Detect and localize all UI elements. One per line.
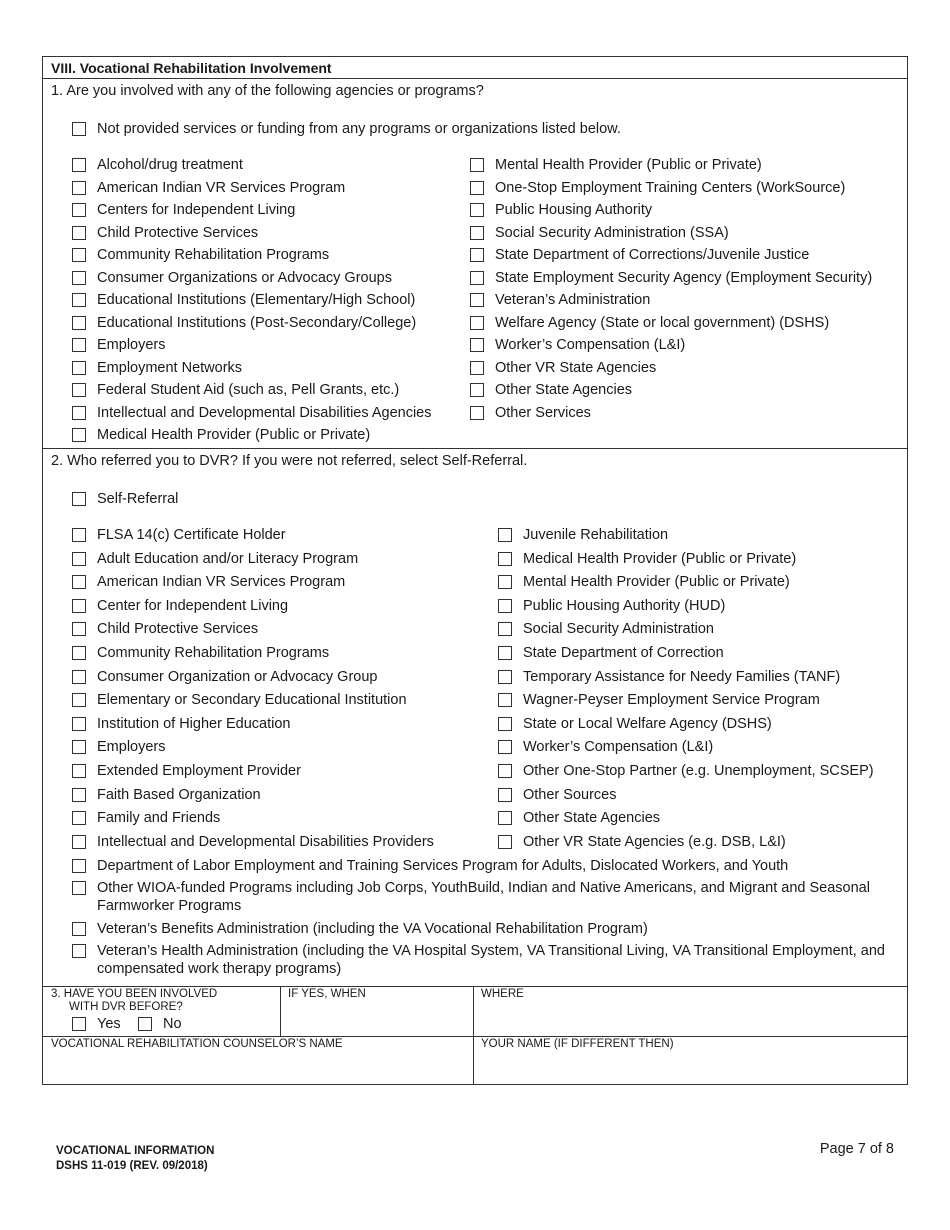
checkbox[interactable] — [72, 740, 86, 754]
checkbox[interactable] — [72, 922, 86, 936]
checkbox[interactable] — [498, 717, 512, 731]
checkbox[interactable] — [470, 158, 484, 172]
checkbox[interactable] — [72, 622, 86, 636]
checkbox[interactable] — [498, 764, 512, 778]
divider — [43, 986, 907, 987]
checkbox[interactable] — [498, 670, 512, 684]
checkbox[interactable] — [498, 575, 512, 589]
checkbox[interactable] — [470, 293, 484, 307]
checkbox[interactable] — [72, 1017, 86, 1031]
your-name-label: YOUR NAME (IF DIFFERENT THEN) — [481, 1038, 674, 1050]
checkbox[interactable] — [72, 248, 86, 262]
checkbox[interactable] — [72, 575, 86, 589]
q3-label: 3. HAVE YOU BEEN INVOLVED WITH DVR BEFORE? — [51, 988, 218, 1013]
checkbox[interactable] — [72, 944, 86, 958]
question-2: 2. Who referred you to DVR? If you were not referred, select Self-Referral. — [51, 453, 528, 469]
divider — [43, 448, 907, 449]
checkbox[interactable] — [72, 122, 86, 136]
checkbox[interactable] — [72, 552, 86, 566]
checkbox[interactable] — [72, 492, 86, 506]
checkbox[interactable] — [72, 428, 86, 442]
if-yes-when-label: IF YES, WHEN — [288, 988, 366, 1000]
checkbox[interactable] — [72, 670, 86, 684]
checkbox[interactable] — [470, 226, 484, 240]
checkbox[interactable] — [72, 717, 86, 731]
checkbox[interactable] — [72, 406, 86, 420]
counselor-name-field[interactable] — [47, 1053, 469, 1083]
checkbox[interactable] — [498, 788, 512, 802]
checkbox[interactable] — [498, 622, 512, 636]
where-field[interactable] — [476, 1003, 904, 1033]
checkbox[interactable] — [72, 693, 86, 707]
divider — [43, 1036, 907, 1037]
checkbox[interactable] — [470, 361, 484, 375]
checkbox[interactable] — [498, 528, 512, 542]
checkbox[interactable] — [72, 811, 86, 825]
checkbox[interactable] — [72, 158, 86, 172]
checkbox[interactable] — [72, 181, 86, 195]
checkbox[interactable] — [498, 646, 512, 660]
your-name-field[interactable] — [476, 1053, 904, 1083]
checkbox[interactable] — [72, 383, 86, 397]
checkbox[interactable] — [72, 764, 86, 778]
checkbox[interactable] — [470, 338, 484, 352]
checkbox[interactable] — [72, 293, 86, 307]
checkbox[interactable] — [470, 248, 484, 262]
checkbox[interactable] — [470, 271, 484, 285]
checkbox[interactable] — [72, 859, 86, 873]
checkbox[interactable] — [72, 528, 86, 542]
divider — [280, 986, 281, 1036]
checkbox[interactable] — [72, 338, 86, 352]
checkbox[interactable] — [498, 552, 512, 566]
checkbox[interactable] — [72, 226, 86, 240]
checkbox[interactable] — [72, 316, 86, 330]
checkbox[interactable] — [498, 740, 512, 754]
checkbox[interactable] — [470, 181, 484, 195]
where-label: WHERE — [481, 988, 524, 1000]
counselor-name-label: VOCATIONAL REHABILITATION COUNSELOR’S NAME — [51, 1038, 343, 1050]
checkbox[interactable] — [72, 203, 86, 217]
if-yes-when-field[interactable] — [283, 1003, 469, 1033]
checkbox[interactable] — [72, 361, 86, 375]
checkbox[interactable] — [72, 788, 86, 802]
divider — [43, 78, 907, 79]
checkbox[interactable] — [72, 881, 86, 895]
checkbox[interactable] — [470, 316, 484, 330]
checkbox[interactable] — [498, 835, 512, 849]
form-footer-id: VOCATIONAL INFORMATION DSHS 11-019 (REV. 09/2018) — [56, 1145, 215, 1172]
checkbox[interactable] — [72, 599, 86, 613]
checkbox[interactable] — [138, 1017, 152, 1031]
checkbox[interactable] — [72, 646, 86, 660]
checkbox[interactable] — [72, 271, 86, 285]
checkbox[interactable] — [470, 203, 484, 217]
checkbox[interactable] — [470, 383, 484, 397]
checkbox[interactable] — [498, 693, 512, 707]
checkbox[interactable] — [72, 835, 86, 849]
page-number: Page 7 of 8 — [819, 1141, 894, 1157]
checkbox[interactable] — [498, 811, 512, 825]
checkbox[interactable] — [498, 599, 512, 613]
vocational-rehabilitation-form: VIII. Vocational Rehabilitation Involvement 1. Are you involved with any of the following agencies or programs? Not provided services or funding from any programs or organizations listed below. Alcohol/drug treatment American Indian VR Services Program Centers for Independent Living Child Protective Services Community Rehabilitation Programs Consumer Organizations or Advocacy Groups Educational Institutions (Elementary/High School) Educational Institutions (Post-Secondary/College) Employers Employment Networks Federal Student Aid (such as, Pell Grants, etc.) Intellectual and Developmental Disabilities Agencies Medical Health Provider (Public or Private) Mental Health Provider (Public or Private) One-Stop Employment Training Centers (WorkSource) Public Housing Authority Social Security Administration (SSA) State Department of Corrections/Juvenile Justice State Employment Security Agency (Employment Security) Veteran’s Administration Welfare Agency (State or local government) (DSHS) Worker’s Compensation (L&I) Other VR State Agencies Other State Agencies Other Services 2. Who referred you to DVR? If you were not referred, select Self-Referral. Self-Referral FLSA 14(c) Certificate Holder Adult Education and/or Literacy Program American Indian VR Services Program Center for Independent Living Child Protective Services Community Rehabilitation Programs Consumer Organization or Advocacy Group Elementary or Secondary Educational Institution Institution of Higher Education Employers Extended Employment Provider Faith Based Organization Family and Friends Intellectual and Developmental Disabilities Providers Juvenile Rehabilitation Medical Health Provider (Public or Private) Mental Health Provider (Public or Private) Public Housing Authority (HUD) Social Security Administration State Department of Correction Temporary Assistance for Needy Families (TANF) Wagner-Peyser Employment Service Program State or Local Welfare Agency (DSHS) Worker’s Compensation (L&I) Other One-Stop Partner (e.g. Unemployment, SCSEP) Other Sources Other State Agencies Other VR State Agencies (e.g. DSB, L&I) Department of Labor Employment and Training Services Program for Adults, Dislocated Workers, and Youth Other WIOA-funded Programs including Job Corps, YouthBuild, Indian and Native Americans, and Migrant and Seasonal Farmworker Programs Veteran’s Benefits Administration (including the VA Vocational Rehabilitation Program) Veteran’s Health Administration (including the VA Hospital System, VA Transitional Living, VA Transitional Employment, and compensated work therapy programs) 3. HAVE YOU BEEN INVOLVED WITH DVR BEFORE? Yes No IF YES, WHEN WHERE VOCATIONAL REHABILITATION COUNSELOR’S NAME YOUR NAME (IF DIFFERENT THEN) — [42, 56, 908, 1085]
checkbox[interactable] — [470, 406, 484, 420]
question-1: 1. Are you involved with any of the following agencies or programs? — [51, 83, 484, 99]
section-title: VIII. Vocational Rehabilitation Involvement — [51, 60, 332, 76]
